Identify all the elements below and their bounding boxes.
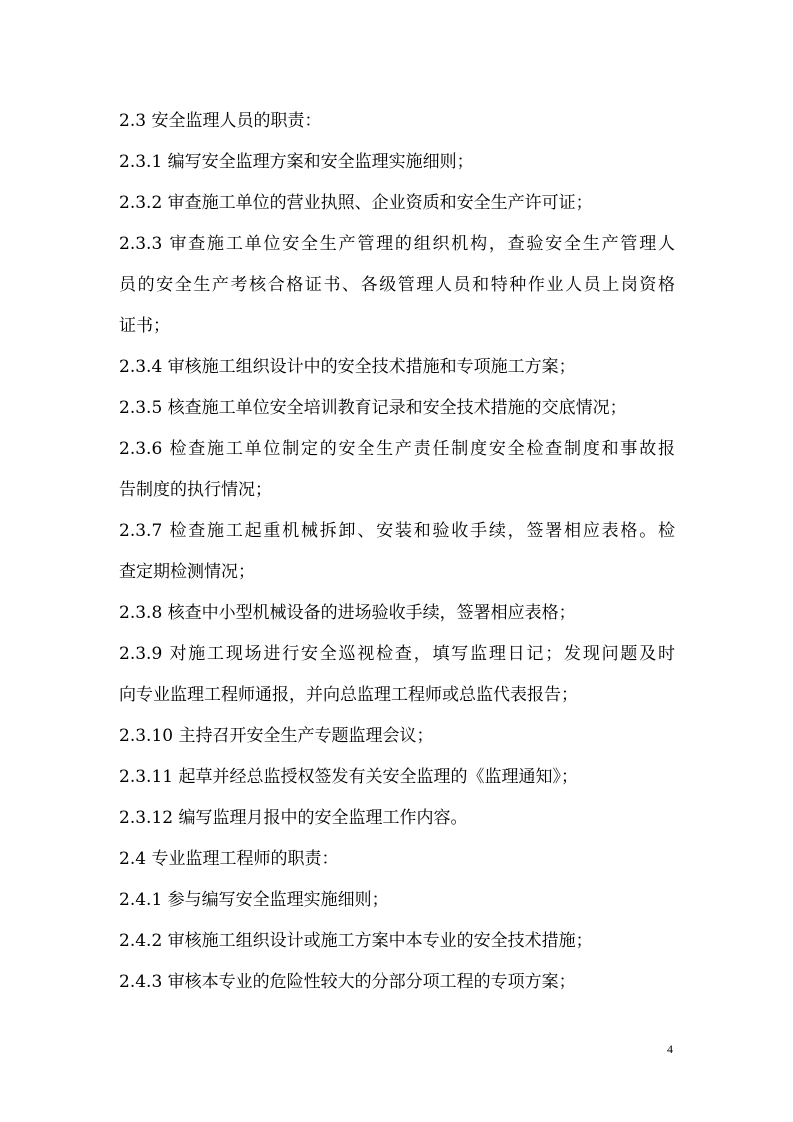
text-line: 2.3.10 主持召开安全生产专题监理会议； (119, 726, 434, 746)
text-line: 2.3.4 审核施工组织设计中的安全技术措施和专项施工方案； (119, 357, 576, 377)
text-line: 向专业监理工程师通报，并向总监理工程师或总监代表报告； (119, 685, 578, 705)
text-line: 2.3.11 起草并经总监授权签发有关安全监理的《监理通知》； (119, 767, 578, 787)
text-line: 2.3.7 检查施工起重机械拆卸、安装和验收手续，签署相应表格。检 (119, 521, 675, 541)
text-line: 证书； (119, 316, 170, 336)
text-line: 查定期检测情况； (119, 562, 255, 582)
page-number: 4 (667, 1042, 673, 1056)
document-body (119, 101, 675, 1003)
text-line: 2.4 专业监理工程师的职责： (119, 849, 339, 869)
text-line: 2.4.1 参与编写安全监理实施细则； (119, 890, 389, 910)
text-line: 2.4.3 审核本专业的危险性较大的分部分项工程的专项方案； (119, 972, 576, 992)
text-line: 2.3.6 检查施工单位制定的安全生产责任制度安全检查制度和事故报 (119, 439, 675, 459)
text-line: 2.3.12 编写监理月报中的安全监理工作内容。 (119, 808, 468, 828)
text-line: 2.4.2 审核施工组织设计或施工方案中本专业的安全技术措施； (119, 931, 593, 951)
text-line: 2.3 安全监理人员的职责： (119, 111, 322, 131)
text-line: 2.3.9 对施工现场进行安全巡视检查，填写监理日记；发现问题及时 (119, 644, 675, 664)
text-line: 2.3.1 编写安全监理方案和安全监理实施细则； (119, 152, 474, 172)
text-line: 员的安全生产考核合格证书、各级管理人员和特种作业人员上岗资格 (119, 275, 675, 295)
text-line: 2.3.2 审查施工单位的营业执照、企业资质和安全生产许可证； (119, 193, 593, 213)
text-line: 告制度的执行情况； (119, 480, 272, 500)
text-line: 2.3.5 核查施工单位安全培训教育记录和安全技术措施的交底情况； (119, 398, 627, 418)
text-line: 2.3.3 审查施工单位安全生产管理的组织机构，查验安全生产管理人 (119, 234, 675, 254)
text-line: 2.3.8 核查中小型机械设备的进场验收手续，签署相应表格； (119, 603, 576, 623)
